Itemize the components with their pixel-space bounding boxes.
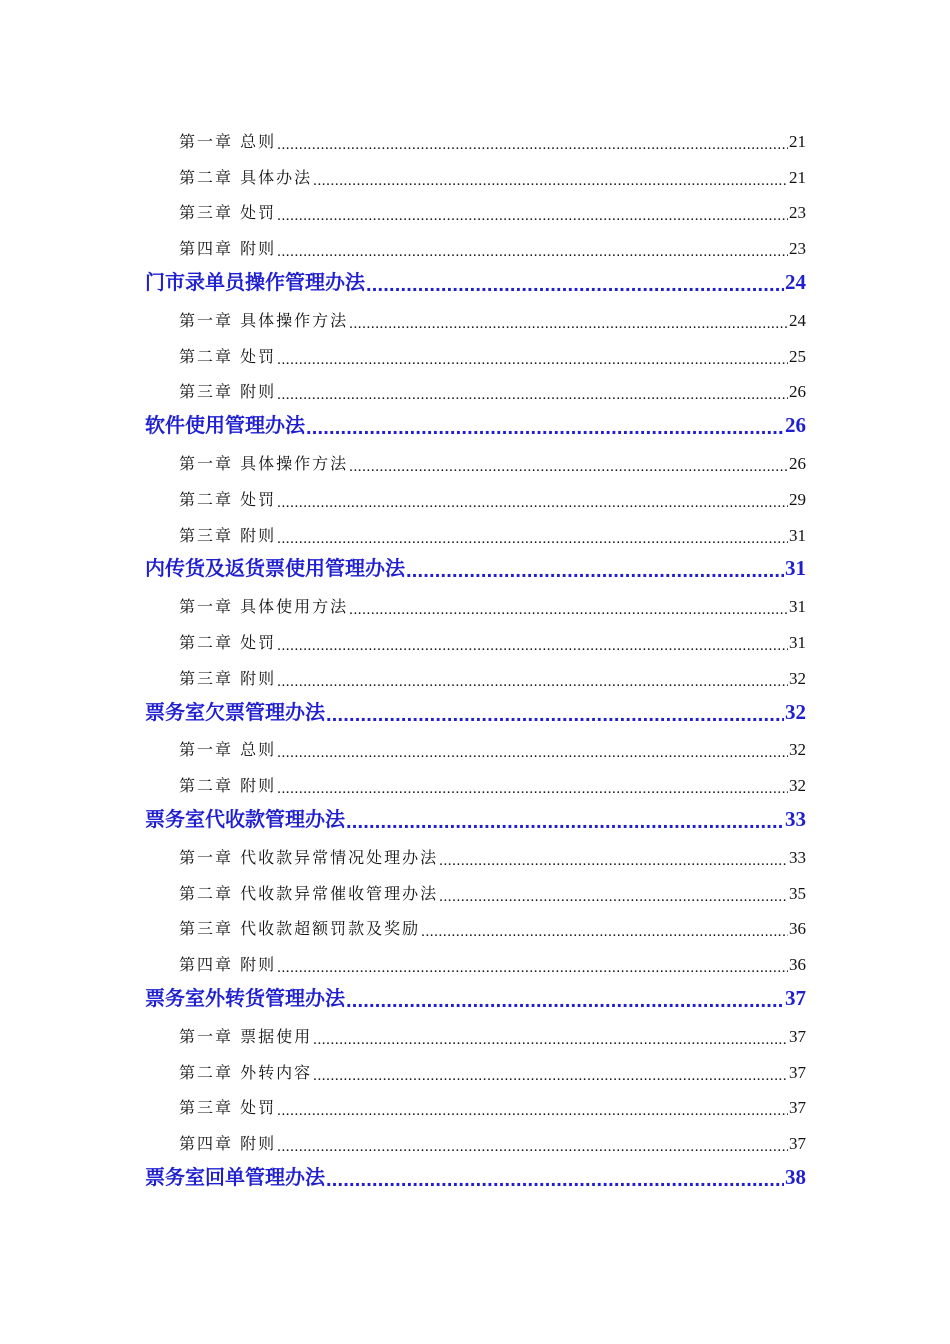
toc-entry-title: 第一章 具体操作方法 (179, 310, 349, 330)
toc-entry-title: 第一章 票据使用 (179, 1026, 313, 1046)
toc-page-number: 37 (789, 1062, 806, 1082)
table-of-contents (145, 118, 806, 1192)
toc-page-number: 23 (789, 203, 806, 223)
toc-chapter-entry[interactable] (145, 655, 806, 691)
toc-page-number: 38 (785, 1164, 806, 1189)
toc-dot-leader (313, 1029, 788, 1049)
toc-dot-leader (277, 384, 788, 404)
toc-entry-title: 第一章 具体使用方法 (179, 597, 349, 617)
toc-entry-title: 第二章 处罚 (179, 489, 277, 509)
toc-section-entry[interactable] (145, 977, 806, 1013)
toc-dot-leader (439, 850, 788, 870)
toc-dot-leader (277, 671, 788, 691)
toc-dot-leader (346, 993, 784, 1013)
toc-dot-leader (366, 277, 784, 297)
toc-page-number: 24 (785, 269, 806, 294)
toc-dot-leader (277, 134, 788, 154)
toc-entry-title: 第二章 处罚 (179, 346, 277, 366)
toc-dot-leader (277, 1136, 788, 1156)
toc-dot-leader (277, 492, 788, 512)
toc-chapter-entry[interactable] (145, 154, 806, 190)
toc-entry-title: 票务室外转货管理办法 (145, 985, 345, 1010)
toc-section-entry[interactable] (145, 1156, 806, 1192)
toc-page-number: 29 (789, 489, 806, 509)
toc-page-number: 35 (789, 883, 806, 903)
toc-section-entry[interactable] (145, 404, 806, 440)
toc-entry-title: 第四章 附则 (179, 1134, 277, 1154)
toc-dot-leader (349, 599, 788, 619)
toc-dot-leader (421, 921, 788, 941)
toc-page-number: 31 (785, 556, 806, 581)
toc-dot-leader (277, 241, 788, 261)
toc-entry-title: 第三章 附则 (179, 668, 277, 688)
toc-dot-leader (326, 1172, 784, 1192)
toc-dot-leader (277, 635, 788, 655)
toc-chapter-entry[interactable] (145, 118, 806, 154)
toc-page-number: 21 (789, 131, 806, 151)
toc-page-number: 25 (789, 346, 806, 366)
toc-page-number: 21 (789, 167, 806, 187)
toc-page-number: 33 (785, 806, 806, 831)
toc-dot-leader (277, 205, 788, 225)
toc-page-number: 36 (789, 955, 806, 975)
toc-chapter-entry[interactable] (145, 1085, 806, 1121)
toc-dot-leader (277, 1100, 788, 1120)
toc-dot-leader (313, 1065, 788, 1085)
toc-chapter-entry[interactable] (145, 834, 806, 870)
toc-entry-title: 第二章 代收款异常催收管理办法 (179, 883, 439, 903)
toc-dot-leader (277, 742, 788, 762)
toc-page-number: 36 (789, 919, 806, 939)
toc-page-number: 31 (789, 525, 806, 545)
toc-chapter-entry[interactable] (145, 870, 806, 906)
toc-chapter-entry[interactable] (145, 1049, 806, 1085)
toc-dot-leader (277, 778, 788, 798)
toc-entry-title: 第三章 附则 (179, 525, 277, 545)
toc-chapter-entry[interactable] (145, 619, 806, 655)
toc-chapter-entry[interactable] (145, 476, 806, 512)
toc-entry-title: 第一章 总则 (179, 740, 277, 760)
toc-entry-title: 第二章 外转内容 (179, 1062, 313, 1082)
toc-page-number: 37 (789, 1098, 806, 1118)
toc-entry-title: 第三章 处罚 (179, 1098, 277, 1118)
toc-entry-title: 第一章 具体操作方法 (179, 453, 349, 473)
toc-page-number: 32 (789, 740, 806, 760)
toc-entry-title: 第二章 具体办法 (179, 167, 313, 187)
toc-section-entry[interactable] (145, 261, 806, 297)
toc-page-number: 24 (789, 310, 806, 330)
toc-page-number: 32 (789, 776, 806, 796)
toc-entry-title: 第一章 总则 (179, 131, 277, 151)
toc-entry-title: 第二章 处罚 (179, 632, 277, 652)
toc-entry-title: 第一章 代收款异常情况处理办法 (179, 847, 439, 867)
toc-dot-leader (277, 957, 788, 977)
toc-chapter-entry[interactable] (145, 512, 806, 548)
toc-chapter-entry[interactable] (145, 941, 806, 977)
toc-entry-title: 软件使用管理办法 (145, 413, 305, 438)
toc-chapter-entry[interactable] (145, 1120, 806, 1156)
toc-dot-leader (406, 563, 784, 583)
toc-entry-title: 票务室欠票管理办法 (145, 699, 325, 724)
toc-chapter-entry[interactable] (145, 1013, 806, 1049)
toc-page-number: 37 (785, 985, 806, 1010)
toc-entry-title: 票务室回单管理办法 (145, 1164, 325, 1189)
toc-chapter-entry[interactable] (145, 727, 806, 763)
toc-chapter-entry[interactable] (145, 762, 806, 798)
toc-entry-title: 第三章 代收款超额罚款及奖励 (179, 919, 421, 939)
toc-page-number: 32 (789, 668, 806, 688)
toc-dot-leader (346, 814, 784, 834)
toc-chapter-entry[interactable] (145, 440, 806, 476)
toc-entry-title: 票务室代收款管理办法 (145, 806, 345, 831)
toc-section-entry[interactable] (145, 798, 806, 834)
toc-entry-title: 内传货及返货票使用管理办法 (145, 556, 405, 581)
toc-chapter-entry[interactable] (145, 906, 806, 942)
toc-dot-leader (313, 170, 788, 190)
toc-page-number: 26 (785, 413, 806, 438)
toc-page-number: 26 (789, 453, 806, 473)
toc-entry-title: 第三章 处罚 (179, 203, 277, 223)
toc-chapter-entry[interactable] (145, 190, 806, 226)
toc-dot-leader (349, 313, 788, 333)
toc-entry-title: 门市录单员操作管理办法 (145, 269, 365, 294)
toc-entry-title: 第四章 附则 (179, 955, 277, 975)
toc-page-number: 37 (789, 1134, 806, 1154)
toc-page-number: 23 (789, 239, 806, 259)
toc-page-number: 32 (785, 699, 806, 724)
toc-chapter-entry[interactable] (145, 333, 806, 369)
toc-page-number: 33 (789, 847, 806, 867)
toc-entry-title: 第二章 附则 (179, 776, 277, 796)
toc-chapter-entry[interactable] (145, 369, 806, 405)
toc-page-number: 26 (789, 382, 806, 402)
toc-dot-leader (306, 420, 784, 440)
toc-dot-leader (326, 707, 784, 727)
toc-chapter-entry[interactable] (145, 583, 806, 619)
toc-page-number: 31 (789, 632, 806, 652)
toc-section-entry[interactable] (145, 691, 806, 727)
toc-entry-title: 第三章 附则 (179, 382, 277, 402)
toc-chapter-entry[interactable] (145, 297, 806, 333)
toc-entry-title: 第四章 附则 (179, 239, 277, 259)
toc-page-number: 31 (789, 597, 806, 617)
toc-dot-leader (277, 528, 788, 548)
toc-page-number: 37 (789, 1026, 806, 1046)
toc-chapter-entry[interactable] (145, 225, 806, 261)
toc-dot-leader (277, 349, 788, 369)
toc-section-entry[interactable] (145, 548, 806, 584)
toc-dot-leader (349, 456, 788, 476)
toc-dot-leader (439, 886, 788, 906)
